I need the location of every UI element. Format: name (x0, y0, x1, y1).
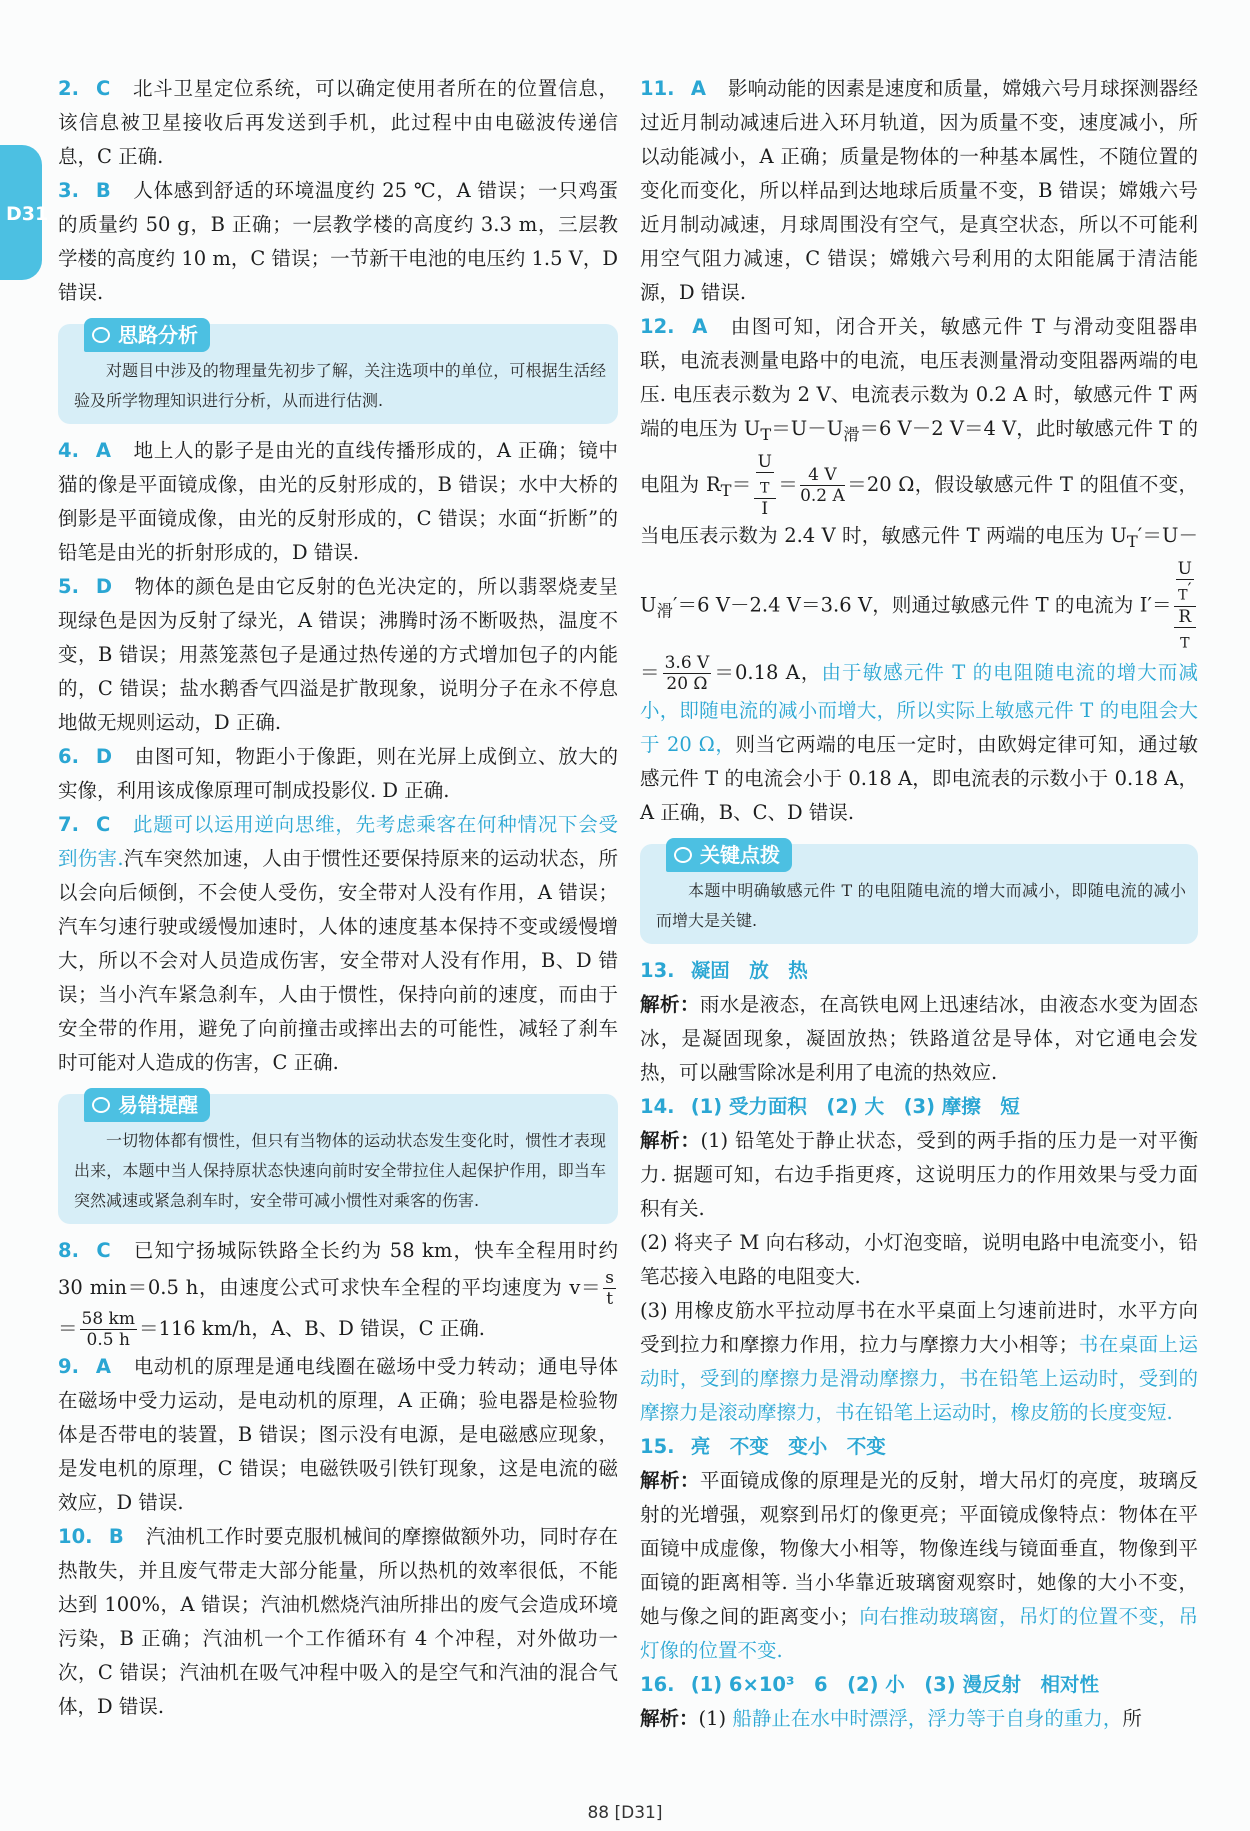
answer-item: 11. A 影响动能的因素是速度和质量，嫦娥六号月球探测器经过近月制动减速后进入环月轨道，因为质量不变，速度减小，所以动能减小，A 正确；质量是物体的一种基本属性，不随位置的变化而变化，所以样品到达地球后质量不变，B 错误；嫦娥六号近月制动减速，月球周围没有空气，是真空状态，所以不可能利用空气阻力减速，C 错误；嫦娥六号利用的太阳能属于清洁能源，D 错误. (640, 77, 1198, 304)
tip-box-mistake (58, 1094, 618, 1224)
answer-item: 7. C 此题可以运用逆向思维，先考虑乘客在何种情况下会受到伤害.汽车突然加速，人由于惯性还要保持原来的运动状态，所以会向后倾倒，不会使人受伤，安全带对人没有作用，A 错误；汽车匀速行驶或缓慢加速时，人体的速度基本保持不变或缓慢增大，所以不会对人员造成伤害，安全带对人没有作用，B、D 错误；当小汽车紧急刹车，人由于惯性，保持向前的速度，而由于安全带的作用，避免了向前撞击或摔出去的可能性，减轻了刹车时可能对人造成的伤害，C 正确. (58, 813, 618, 1074)
tip-badge: 易错提醒 (84, 1088, 210, 1122)
tip-box-analysis (58, 324, 618, 424)
answer-item: 2. C 北斗卫星定位系统，可以确定使用者所在的位置信息，该信息被卫星接收后再发送到手机，此过程中由电磁波传递信息，C 正确. (58, 77, 618, 168)
answer-item: 10. B 汽油机工作时要克服机械间的摩擦做额外功，同时存在热散失，并且废气带走大部分能量，所以热机的效率很低，不能达到 100%，A 错误；汽油机燃烧汽油所排出的废气会造成环境污染，B 正确；汽油机一个工作循环有 4 个冲程，对外做功一次，C 错误；汽油机在吸气冲程中吸入的是空气和汽油的混合气体，D 错误. (58, 1525, 618, 1718)
analysis-text: 解析：(1) 铅笔处于静止状态，受到的两手指的压力是一对平衡力. 据题可知，右边手指更疼，这说明压力的作用效果与受力面积有关. (640, 1128, 1198, 1220)
left-column (58, 72, 618, 1724)
answer-item: 4. A 地上人的影子是由光的直线传播形成的，A 正确；镜中猫的像是平面镜成像，由光的反射形成的，B 错误；水中大桥的倒影是平面镜成像，由光的反射形成的，C 错误；水面“折断”的铅笔是由光的折射形成的，D 错误. (58, 439, 619, 564)
tip-text: 一切物体都有惯性，但只有当物体的运动状态发生变化时，惯性才表现出来，本题中当人保持原状态快速向前时安全带拉住人起保护作用，即当车突然减速或紧急刹车时，安全带可减小惯性对乘客的伤害. (74, 1131, 606, 1210)
answer-item: 9. A 电动机的原理是通电线圈在磁场中受力转动；通电导体在磁场中受力运动，是电动机的原理，A 正确；验电器是检验物体是否带电的装置，B 错误；图示没有电源，是电磁感应现象，是发电机的原理，C 错误；电磁铁吸引铁钉现象，这是电流的磁效应，D 错误. (58, 1355, 618, 1514)
page-code: [D31] (614, 1803, 663, 1823)
analysis-text: 解析：雨水是液态，在高铁电网上迅速结冰，由液态水变为固态冰，是凝固现象，凝固放热；铁路道岔是导体，对它通电会发热，可以融雪除冰是利用了电流的热效应. (640, 992, 1198, 1084)
lightbulb-icon (674, 847, 692, 863)
analysis-text: 解析：(1) 船静止在水中时漂浮，浮力等于自身的重力，所 (640, 1706, 1142, 1730)
answer-item: 5. D 物体的颜色是由它反射的色光决定的，所以翡翠烧麦呈现绿色是因为反射了绿光，A 错误；沸腾时汤不断吸热，温度不变，B 错误；用蒸笼蒸包子是通过热传递的方式增加包子的内能的，C 错误；盐水鹅香气四溢是扩散现象，说明分子在永不停息地做无规则运动，D 正确. (58, 575, 618, 734)
answer-item: 6. D 由图可知，物距小于像距，则在光屏上成倒立、放大的实像，利用该成像原理可制成投影仪. D 正确. (58, 745, 618, 802)
tip-text: 本题中明确敏感元件 T 的电阻随电流的增大而减小，即随电流的减小而增大是关键. (656, 880, 1186, 930)
section-tab-label: D31 (6, 203, 49, 225)
answer-item: 16. (1) 6×10³ 6 (2) 小 (3) 漫反射 相对性 (640, 1672, 1099, 1696)
tip-badge: 思路分析 (84, 318, 210, 352)
tip-text: 对题目中涉及的物理量先初步了解，关注选项中的单位，可根据生活经验及所学物理知识进行分析，从而进行估测. (74, 361, 606, 410)
right-column (640, 72, 1198, 1736)
section-tab (0, 145, 49, 280)
answer-item: 14. (1) 受力面积 (2) 大 (3) 摩擦 短 (640, 1094, 1020, 1118)
fraction: $\frac{4 V}{0.2 A}$ (800, 465, 845, 507)
fraction: $\frac{3.6 V}{20 \Omega}$ (664, 652, 710, 694)
answer-item: 8. C 已知宁扬城际铁路全长约为 58 km，快车全程用时约 30 min＝0.5 h，由速度公式可求快车全程的平均速度为 v＝ $\frac{s}{t}$ ＝ $\frac{58 km}{0.5 h}$ ＝116 km/h，A、B、D 错误，C 正确. (58, 1239, 618, 1350)
lightbulb-icon (92, 327, 110, 343)
fraction: U $_T$′ R $_T$ (1174, 559, 1196, 653)
page-footer (0, 1803, 1250, 1823)
answer-item: 12. A 由图可知，闭合开关，敏感元件 T 与滑动变阻器串联，电流表测量电路中的电流，电压表测量滑动变阻器两端的电压. 电压表示数为 2 V、电流表示数为 0.2 A 时，敏感元件 T 两端的电压为 $U_T=U-U_滑=6$ V－2 V＝4 V，此时敏感元件 T 的电阻为 $R_T=$ U $_T$ I ＝ $\frac{4 V}{0.2 A}$ ＝20 Ω，假设敏感元件 T 的阻值不变，当电压表示数为 2.4 V 时，敏感元件 T 两端的电压为 $U_T'=U-U_滑'=6$ V－2.4 V＝3.6 V，则通过敏感元件 T 的电流为 I′＝ U $_T$′ R $_T$ ＝ $\frac{3.6 V}{20 \Omega}$ ＝0.18 A，由于敏感元件 T 的电阻随电流的增大而减小，即随电流的减小而增大，所以实际上敏感元件 T 的电阻会大于 20 Ω，则当它两端的电压一定时，由欧姆定律可知，通过敏感元件 T 的电流会小于 0.18 A，即电流表的示数小于 0.18 A，A 正确，B、C、D 错误. (640, 315, 1199, 824)
fraction: U $_T$ I (754, 452, 776, 519)
fraction: $\frac{58 km}{0.5 h}$ (81, 1309, 135, 1350)
answer-item: 15. 亮 不变 变小 不变 (640, 1434, 886, 1458)
lightbulb-icon (92, 1097, 110, 1113)
analysis-text: (3) 用橡皮筋水平拉动厚书在水平桌面上匀速前进时，水平方向受到拉力和摩擦力作用，拉力与摩擦力大小相等；书在桌面上运动时，受到的摩擦力是滑动摩擦力，书在铅笔上运动时，受到的摩擦力是滚动摩擦力，书在铅笔上运动时，橡皮筋的长度变短. (640, 1298, 1198, 1424)
tip-badge: 关键点拨 (666, 838, 792, 872)
answer-item: 13. 凝固 放 热 (640, 958, 808, 982)
analysis-text: (2) 将夹子 M 向右移动，小灯泡变暗，说明电路中电流变小，铅笔芯接入电路的电阻变大. (640, 1230, 1198, 1288)
fraction: $\frac{s}{t}$ (605, 1268, 614, 1309)
tip-box-key (640, 844, 1198, 944)
answer-item: 3. B 人体感到舒适的环境温度约 25 ℃，A 错误；一只鸡蛋的质量约 50 g，B 正确；一层教学楼的高度约 3.3 m，三层教学楼的高度约 10 m，C 错误；一节新干电池的电压约 1.5 V，D 错误. (58, 179, 618, 304)
analysis-text: 解析：平面镜成像的原理是光的反射，增大吊灯的亮度，玻璃反射的光增强，观察到吊灯的像更亮；平面镜成像特点：物体在平面镜中成虚像，物像大小相等，物像连线与镜面垂直，物像到平面镜的距离相等. 当小华靠近玻璃窗观察时，她像的大小不变，她与像之间的距离变小；向右推动玻璃窗，吊灯的位置不变，吊灯像的位置不变. (640, 1468, 1198, 1662)
page-number: 88 (587, 1803, 610, 1823)
